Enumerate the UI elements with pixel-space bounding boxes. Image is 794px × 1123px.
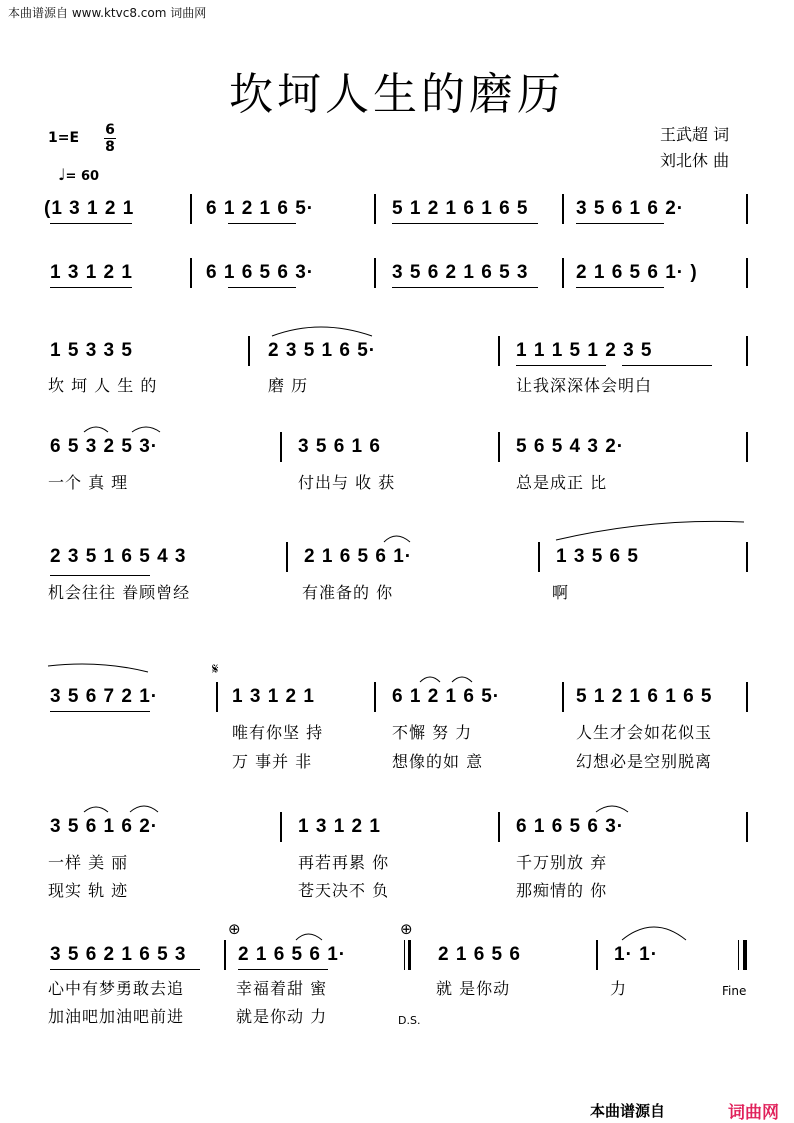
notes-l7-m3: 6 1 6 5 6 3·	[516, 816, 625, 837]
lyrics-l6-b-m2: 万 事并 非	[232, 752, 313, 771]
notes-l1-m2: 6 1 2 1 6 5·	[206, 198, 315, 219]
lyrics-l8-a-m1: 心中有梦勇敢去追	[48, 979, 185, 998]
lyrics-l5-m2: 有准备的 你	[302, 583, 394, 602]
fine-marking: Fine	[722, 984, 747, 998]
lyrics-l7-b-m2: 苍天决不 负	[298, 881, 390, 900]
lyrics-l4-m3: 总是成正 比	[516, 473, 608, 492]
notes-l6-m3: 6 1 2 1 6 5·	[392, 686, 501, 707]
notes-l3-m2: 2 3 5 1 6 5·	[268, 340, 377, 361]
lyrics-l6-a-m3: 不懈 努 力	[392, 723, 473, 742]
notes-l2-m4: 2 1 6 5 6 1· )	[576, 262, 698, 283]
notes-l8-m2: 2 1 6 5 6 1·	[238, 944, 347, 965]
notes-l8-m4: 1· 1·	[614, 944, 659, 965]
notes-l4-m2: 3 5 6 1 6	[298, 436, 381, 457]
tempo-value: = 60	[65, 169, 100, 184]
notes-l6-m1: 3 5 6 7 2 1·	[50, 686, 159, 707]
notes-l6-m4: 5 1 2 1 6 1 6 5	[576, 686, 713, 707]
lyrics-l8-a-m3: 就 是你动	[436, 979, 511, 998]
lyrics-l7-b-m3: 那痴情的 你	[516, 881, 608, 900]
lyrics-l6-a-m2: 唯有你坚 持	[232, 723, 324, 742]
segno-icon: 𝄋	[212, 660, 219, 678]
meter-top: 6	[105, 122, 115, 138]
lyrics-l3-m3: 让我深深体会明白	[516, 376, 653, 395]
key-signature: 1=E	[48, 130, 80, 146]
notes-l4-m3: 5 6 5 4 3 2·	[516, 436, 625, 457]
coda-icon: ⊕	[228, 920, 241, 938]
lyrics-l8-b-m2: 就是你动 力	[236, 1007, 328, 1026]
notes-l1-m1: (1 3 1 2 1	[44, 198, 135, 219]
lyrics-l3-m1: 坎 坷 人 生 的	[48, 376, 158, 395]
lyrics-l6-b-m4: 幻想必是空别脱离	[576, 752, 713, 771]
page-title: 坎坷人生的磨历	[229, 69, 565, 120]
notes-l7-m1: 3 5 6 1 6 2·	[50, 816, 159, 837]
lyrics-l6-a-m4: 人生才会如花似玉	[576, 723, 713, 742]
notes-l5-m1: 2 3 5 1 6 5 4 3	[50, 546, 187, 567]
lyrics-l5-m3: 啊	[552, 583, 570, 602]
lyrics-l5-m1: 机会往往 眷顾曾经	[48, 583, 191, 602]
lyrics-l7-b-m1: 现实 轨 迹	[48, 881, 129, 900]
lyrics-l8-a-m2: 幸福着甜 蜜	[236, 979, 328, 998]
notes-l3-m1: 1 5 3 3 5	[50, 340, 133, 361]
footer-site-logo[interactable]: 词曲网	[728, 1103, 779, 1123]
footer-source-label: 本曲谱源自	[590, 1102, 666, 1120]
coda-icon-2: ⊕	[400, 920, 413, 938]
lyrics-l4-m1: 一个 真 理	[48, 473, 129, 492]
notes-l4-m1: 6 5 3 2 5 3·	[50, 436, 159, 457]
notes-l3-m3: 1 1 1 5 1 2 3 5	[516, 340, 653, 361]
notes-l1-m4: 3 5 6 1 6 2·	[576, 198, 685, 219]
source-line: 本曲谱源自 www.ktvc8.com 词曲网	[8, 6, 207, 20]
lyricist: 王武超 词	[660, 125, 730, 144]
lyrics-l6-b-m3: 想像的如 意	[392, 752, 484, 771]
quarter-note-icon: ♩	[58, 165, 66, 184]
lyrics-l8-a-m4: 力	[610, 979, 628, 998]
notes-l8-m3: 2 1 6 5 6	[438, 944, 521, 965]
lyrics-l4-m2: 付出与 收 获	[298, 473, 396, 492]
lyrics-l8-b-m1: 加油吧加油吧前进	[48, 1007, 185, 1026]
notes-l2-m2: 6 1 6 5 6 3·	[206, 262, 315, 283]
notes-l1-m3: 5 1 2 1 6 1 6 5	[392, 198, 529, 219]
composer: 刘北休 曲	[660, 151, 730, 170]
notes-l7-m2: 1 3 1 2 1	[298, 816, 381, 837]
lyrics-l7-a-m2: 再若再累 你	[298, 853, 390, 872]
notes-l2-m1: 1 3 1 2 1	[50, 262, 133, 283]
notes-l5-m2: 2 1 6 5 6 1·	[304, 546, 413, 567]
lyrics-l7-a-m3: 千万别放 弃	[516, 853, 608, 872]
notes-l2-m3: 3 5 6 2 1 6 5 3	[392, 262, 529, 283]
lyrics-l3-m2: 磨 历	[268, 376, 309, 395]
notes-l8-m1: 3 5 6 2 1 6 5 3	[50, 944, 187, 965]
notes-l5-m3: 1 3 5 6 5	[556, 546, 639, 567]
notes-l6-m2: 1 3 1 2 1	[232, 686, 315, 707]
meter-bottom: 8	[105, 139, 115, 155]
ds-marking: D.S.	[398, 1014, 421, 1027]
lyrics-l7-a-m1: 一样 美 丽	[48, 853, 129, 872]
